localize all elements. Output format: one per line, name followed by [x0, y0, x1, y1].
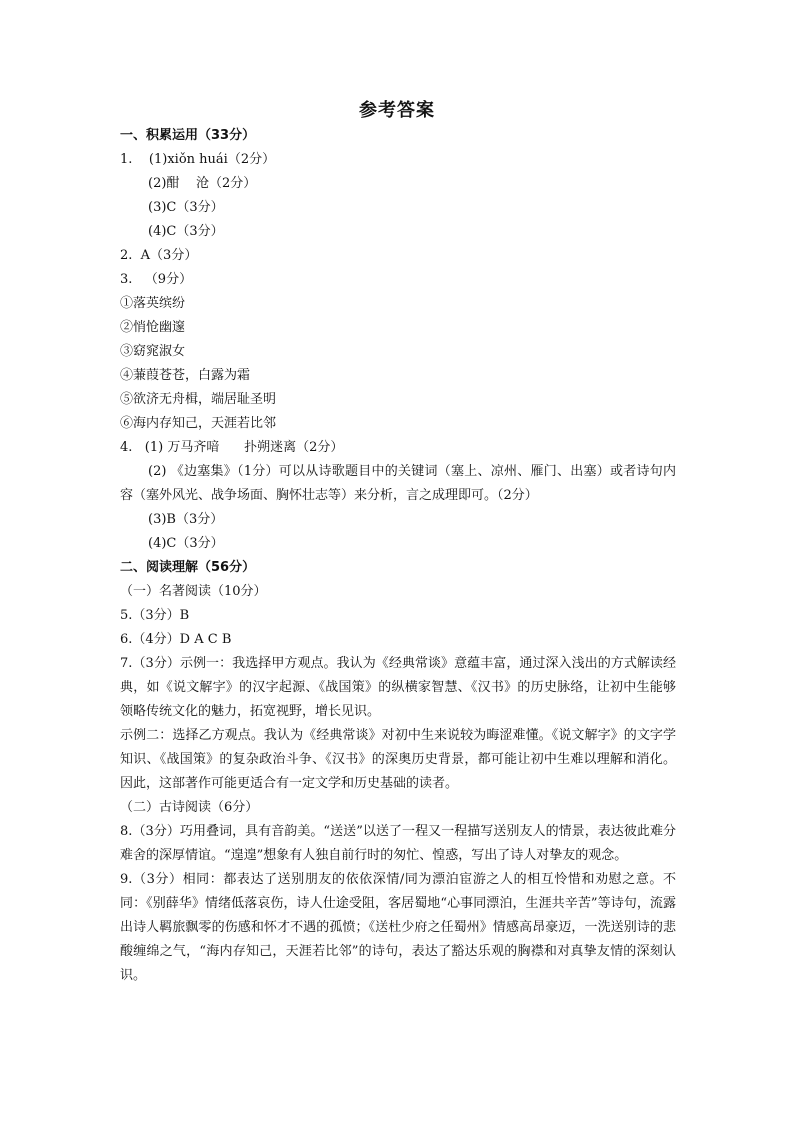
answer-q4-3: (3)B（3分） [148, 512, 224, 527]
answer-q1-2: (2)酣 沧（2分） [148, 176, 257, 191]
answer-q6: 6.（4分）D A C B [120, 632, 232, 647]
answer-q1-3: (3)C（3分） [148, 200, 224, 215]
answer-q1-4: (4)C（3分） [148, 224, 224, 239]
answer-q2: 2. A（3分） [120, 248, 198, 263]
answer-q3-item: ②悄怆幽邃 [120, 320, 186, 335]
answer-q4-4: (4)C（3分） [148, 536, 224, 551]
answer-q3-item: ③窈窕淑女 [120, 344, 186, 359]
answer-q7-example-1: 7.（3分）示例一：我选择甲方观点。我认为《经典常谈》意蕴丰富，通过深入浅出的方式解读经典，如《说文解字》的汉字起源、《战国策》的纵横家智慧、《汉书》的历史脉络，让初中生能够领略传统文化的魅力，拓宽视野，增长见识。 [120, 656, 676, 719]
answer-q3-item: ⑤欲济无舟楫，端居耻圣明 [120, 392, 277, 407]
answer-q3: 3. （9分） [120, 272, 193, 287]
answer-q3-item: ①落英缤纷 [120, 296, 186, 311]
answer-q3-item: ④蒹葭苍苍，白露为霜 [120, 368, 251, 383]
answer-q9: 9.（3分）相同：都表达了送别朋友的依依深情/同为漂泊宦游之人的相互怜惜和劝慰之意。不同：《别薛华》情绪低落哀伤，诗人仕途受阻，客居蜀地“心事同漂泊，生涯共辛苦”等诗句，流露出诗人羁旅飘零的伤感和怀才不遇的孤愤；《送杜少府之任蜀州》情感高昂豪迈，一洗送别诗的悲酸缠绵之气，“海内存知己，天涯若比邻”的诗句，表达了豁达乐观的胸襟和对真挚友情的深刻认识。 [120, 872, 676, 983]
subsection-heading-1: （一）名著阅读（10分） [120, 584, 267, 599]
answer-q4-2: (2) 《边塞集》（1分）可以从诗歌题目中的关键词（塞上、凉州、雁门、出塞）或者诗句内容（塞外风光、战争场面、胸怀壮志等）来分析，言之成理即可。（2分） [120, 464, 676, 503]
answer-q4-1: 4. (1) 万马齐喑 扑朔迷离（2分） [120, 440, 344, 455]
answer-q7-example-2: 示例二：选择乙方观点。我认为《经典常谈》对初中生来说较为晦涩难懂。《说文解字》的文字学知识、《战国策》的复杂政治斗争、《汉书》的深奥历史背景，都可能让初中生难以理解和消化。因此，这部著作可能更适合有一定文学和历史基础的读者。 [120, 728, 676, 791]
section-heading-2: 二、阅读理解（56分） [120, 560, 256, 575]
answer-content [120, 124, 676, 988]
answer-q8: 8.（3分）巧用叠词，具有音韵美。“送送”以送了一程又一程描写送别友人的情景，表达彼此难分难舍的深厚情谊。“遑遑”想象有人独自前行时的匆忙、惶惑，写出了诗人对挚友的观念。 [120, 824, 676, 863]
subsection-heading-2: （二）古诗阅读（6分） [120, 800, 259, 815]
page-title: 参考答案 [359, 100, 435, 121]
answer-q5: 5.（3分）B [120, 608, 190, 623]
answer-q1-1: 1. (1)xiǒn huái（2分） [120, 152, 276, 167]
answer-q3-item: ⑥海内存知己，天涯若比邻 [120, 416, 277, 431]
section-heading-1: 一、积累运用（33分） [120, 128, 256, 143]
